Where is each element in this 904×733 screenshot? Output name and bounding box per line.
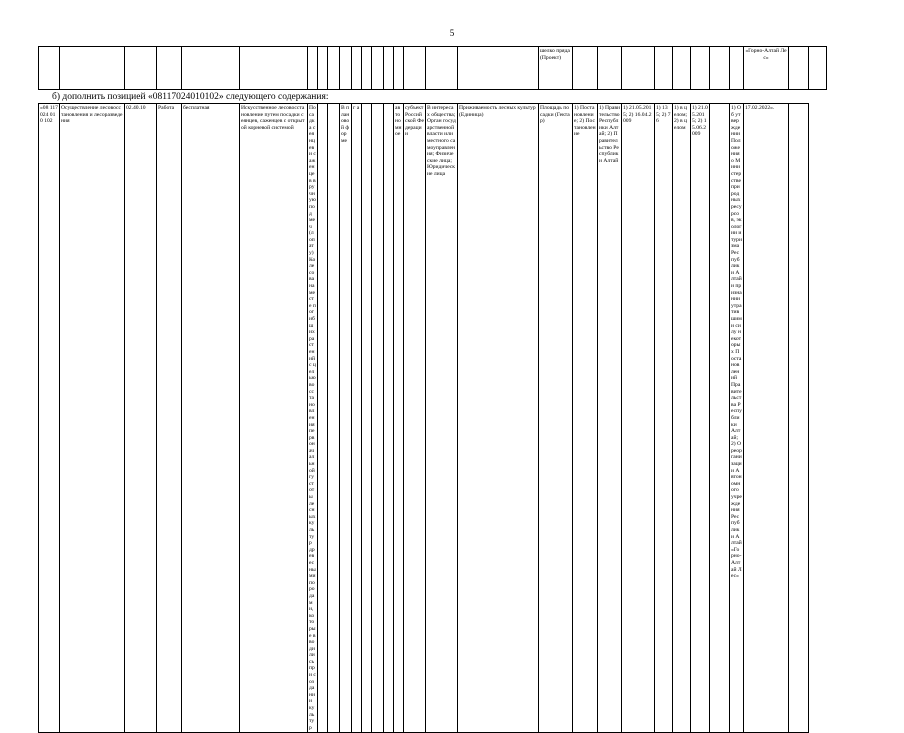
date-added-cell: 17.02.2022». xyxy=(744,104,789,733)
effective-date-cell: 1) 21.05.2015; 2) 15.06.2009 xyxy=(691,104,710,733)
act-name-cell: «Горно-Алтай Лес» xyxy=(744,47,789,90)
type-cell: Работа xyxy=(157,104,182,733)
registry-table-continued xyxy=(38,46,827,90)
volume-indicator-cell: Площадь посадки (Гектар) xyxy=(539,104,573,733)
consumers-cell: В интересах общества; Орган государственной власти или местного самоуправления; Физические лица; Юридические лица xyxy=(426,104,458,733)
act-part-cell: 1) в целом; 2) в целом xyxy=(673,104,691,733)
form-extra-cell: г а xyxy=(352,104,362,733)
table-row xyxy=(39,104,827,733)
org-type-cell: автономное xyxy=(394,104,404,733)
quality-indicator-cell: Приживаемость лесных культур (Единица) xyxy=(458,104,539,733)
form-cell: В плановой форме xyxy=(340,104,352,733)
act-type-cell: 1) Постановление; 2) Постановление xyxy=(573,104,598,733)
act-name-cell: 1) Об утверждении Положения о Министерстве природных ресурсов, экологии и туризма Республики Алтай и признании утратившими силу некоторых Постановлений Правительства Республики Алтай; 2) О реорганизации Автономного учреждения Республики Алтай «Горно-Алтай Лес» xyxy=(730,104,744,733)
level-cell: субъект Российской Федерации xyxy=(404,104,426,733)
subheading: б) дополнить позицией «08117024010102» следующего содержания: xyxy=(52,92,329,102)
code-cell: «08 117 024 010 102 xyxy=(39,104,60,733)
act-number-cell: 1) 135; 2) 76 xyxy=(655,104,673,733)
content-cell: Искусственное лесовосстановление путем посадки сеянцев, саженцев с открытой корневой системой xyxy=(240,104,308,733)
act-date-cell: 1) 21.05.2015; 2) 16.04.2009 xyxy=(622,104,655,733)
table-row xyxy=(39,47,827,90)
name-cell: Осуществление лесовосстановления и лесоразведения xyxy=(60,104,125,733)
authority-cell: 1) Правительство Республики Алтай; 2) Правительство Республики Алтай xyxy=(598,104,622,733)
okved-cell: 02.40.10 xyxy=(125,104,157,733)
quality-indicator-cell: шелко пряда (Проект) xyxy=(539,47,573,90)
page-number: 5 xyxy=(449,28,455,38)
condition-cell: Посадка сеянцев и саженцев вручную под меч (лопату) Колесова на месте погибших растений с целью восстановления первоначальной густоты лесных культур древесными породами, которые вводились при создании культур xyxy=(308,104,318,733)
payment-cell: бесплатная xyxy=(182,104,240,733)
